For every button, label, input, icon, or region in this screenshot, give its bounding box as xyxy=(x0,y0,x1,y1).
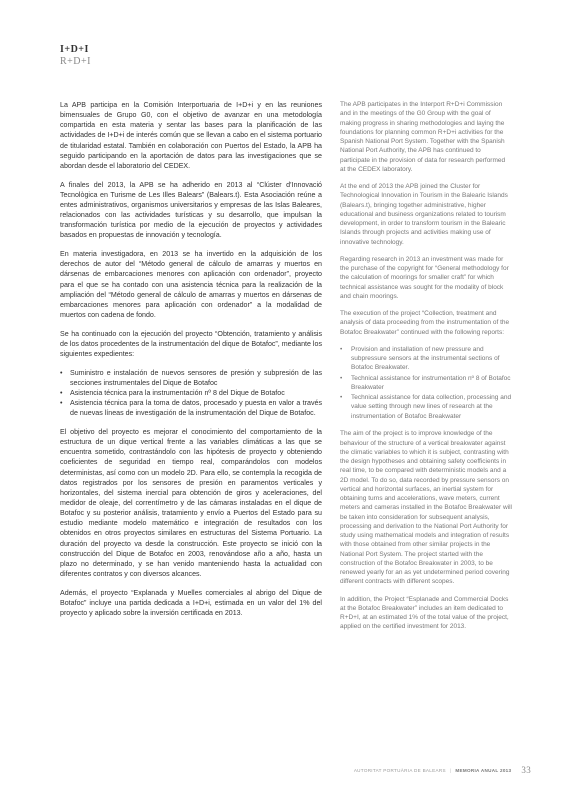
section-title: I+D+I xyxy=(60,44,89,55)
footer-report-title: MEMORIA ANUAL 2013 xyxy=(455,767,512,773)
bullet-icon: • xyxy=(60,399,63,408)
paragraph: Regarding research in 2013 an investment was made for the purchase of the copyright for “General methodology for the calculation of moorings for smaller craft” for which technical assistance was sought for the modality of block and chain moorings. xyxy=(340,255,509,300)
list-item: • Technical assistance for data collection, processing and value setting through new lines of research at the instrumentation of Botafoc Breakwater xyxy=(340,394,512,420)
paragraph: En materia investigadora, en 2013 se ha invertido en la adquisición de los derechos de autor del “Método general de cálculo de amarras y muertos en dársenas de embarcaciones menores con aplicación con ordenador”, proyecto para el que se ha contado con una asistencia técnica para la realización de la ampliación del “Método general de cálculo de amarras y muertos en dársenas de embarcaciones menores para aplicación con ordenador” a la modalidad de muertos con cadena de fondo. xyxy=(60,250,322,319)
list-item: • Asistencia técnica para la instrumentación nº 8 del Dique de Botafoc xyxy=(60,388,285,397)
list-item: • Provision and installation of new pressure and subpressure sensors at the instrumental sections of Botafoc Breakwater. xyxy=(340,345,500,372)
paragraph: La APB participa en la Comisión Interportuaria de I+D+i y en las reuniones bimensuales de Grupo G0, con el objetivo de avanzar en una metodología compartida en esta materia y sentar las bases para la planificación de las actividades de I+D+i de interés común que se llevan a cabo en el sistema portuario de titularidad estatal. También en colaboración con Puertos del Estado, la APB ha seguido participando en la aportación de datos para las investigaciones que se abordan desde el laboratorio del CEDEX. xyxy=(60,101,322,170)
bullet-icon: • xyxy=(340,394,343,401)
bullet-list xyxy=(60,368,322,419)
footer-separator: | xyxy=(449,767,452,773)
paragraph: The execution of the project “Collection, treatment and analysis of data proceeding from the instrumentation of the Botafoc Breakwater” continued with the following reports: xyxy=(340,310,510,336)
paragraph: At the end of 2013 the APB joined the Cluster for Technological Innovation in Tourism in the Balearic Islands (Balears.t), bringing together administrative, higher educational and business organizations related to tourism development, in order to transform tourism in the Balearic Islands through projects and activities making use of innovative technology. xyxy=(340,183,508,246)
bullet-list xyxy=(340,345,512,421)
english-column xyxy=(340,100,512,640)
list-item: • Asistencia técnica para la toma de datos, procesado y puesta en valor a través de nuevas líneas de investigación de la instrumentación del Dique de Botafoc. xyxy=(60,399,322,418)
paragraph: Se ha continuado con la ejecución del proyecto “Obtención, tratamiento y análisis de los datos procedentes de la instrumentación del dique de Botafoc”, mediante los siguientes expedientes: xyxy=(60,329,322,358)
list-item: • Suministro e instalación de nuevos sensores de presión y subpresión de las secciones instrumentales del Dique de Botafoc xyxy=(60,368,322,387)
bullet-icon: • xyxy=(60,388,63,397)
page-number: 33 xyxy=(521,765,531,775)
list-item: • Technical assistance for instrumentation nº 8 of Botafoc Breakwater xyxy=(340,374,511,391)
bullet-icon: • xyxy=(60,368,63,377)
bullet-icon: • xyxy=(340,374,343,382)
paragraph: A finales del 2013, la APB se ha adherido en 2013 al “Clúster d’Innovació Tecnològica en Turisme de Les Illes Balears” (Balears.t). Esta Asociación reúne a entes administrativos, organismos universitarios y empresas de las Islas Baleares, relacionados con las actividades turísticas y su desarrollo, que impulsan la transformación turística por medio de la ejecución de proyectos y actividades basados en propuestas de innovación y tecnología. xyxy=(60,180,322,240)
section-header xyxy=(60,44,91,67)
paragraph: In addition, the Project “Esplanade and Commercial Docks at the Botafoc Breakwater” includes an item dedicated to R+D+I, at an estimated 1% of the total value of the project, applied on the certified investment for 2013. xyxy=(340,595,509,631)
bullet-icon: • xyxy=(340,345,343,353)
footer-organization: AUTORITAT PORTUÀRIA DE BALEARS xyxy=(353,767,446,773)
paragraph: The aim of the project is to improve knowledge of the behaviour of the structure of a vertical breakwater against the climatic variables to which it is subject, contrasting with the design hypotheses and obtaining safety coefficients in real time, to be compared with deterministic models and a 2D model. To do so, data recorded by pressure sensors on vertical and horizontal surfaces, an inertial system for obtaining turns and accelerations, wave meters, current meters and cameras installed in the Botafoc Breakwater will be taken into consideration for subsequent analysis, processing and derivation to the National Port Authority for study using mathematical models and integration of results with those obtained from other similar projects in the National Port System. The project started with the construction of the Botafoc Breakwater in 2003, to be renewed yearly for an as yet undetermined period covering different contracts with different scopes. xyxy=(340,430,512,586)
spanish-column xyxy=(60,100,322,627)
section-subtitle: R+D+I xyxy=(60,56,92,67)
page-footer xyxy=(354,765,531,775)
paragraph: El objetivo del proyecto es mejorar el conocimiento del comportamiento de la estructura de un dique vertical frente a las variables climáticas a las que se encuentra sometido, contrastándolo con las hipótesis de proyecto y obteniendo coeficientes de seguridad en tiempo real, comparándolos con modelos deterministas, así como con un modelo 2D. Para ello, se contempla la recogida de datos registrados por los sensores de presión en paramentos verticales y horizontales, del sistema inercial para obtención de giros y aceleraciones, del medidor de oleaje, del correntímetro y de las cámaras instaladas en el dique de Botafoc y su posterior análisis, tratamiento y envío a Puertos del Estado para su estudio mediante modelo matemático e integración de resultados con los obtenidos en otros proyectos similares en estructuras del Sistema Portuario. La duración del proyecto va desde la construcción. Este proyecto se inició con la construcción del Dique de Botafoc en 2003, renovándose año a año, hasta un plazo no determinado, y se han venido manteniendo hasta la actualidad con diferentes contratos y con diversos alcances. xyxy=(60,427,322,579)
paragraph: The APB participates in the Interport R+D+i Commission and in the meetings of the G0 Group with the goal of making progress in sharing methodologies and laying the foundations for planning common R+D+i activities for the Spanish National Port System. Together with the Spanish National Port Authority, the APB has continued to participate in the provision of data for research performed at the CEDEX laboratory. xyxy=(340,101,506,173)
paragraph: Además, el proyecto “Explanada y Muelles comerciales al abrigo del Dique de Botafoc” incluye una partida dedicada a I+D+i, estimada en un valor del 1% del proyecto y aplicado sobre la inversión certificada en 2013. xyxy=(60,588,322,618)
